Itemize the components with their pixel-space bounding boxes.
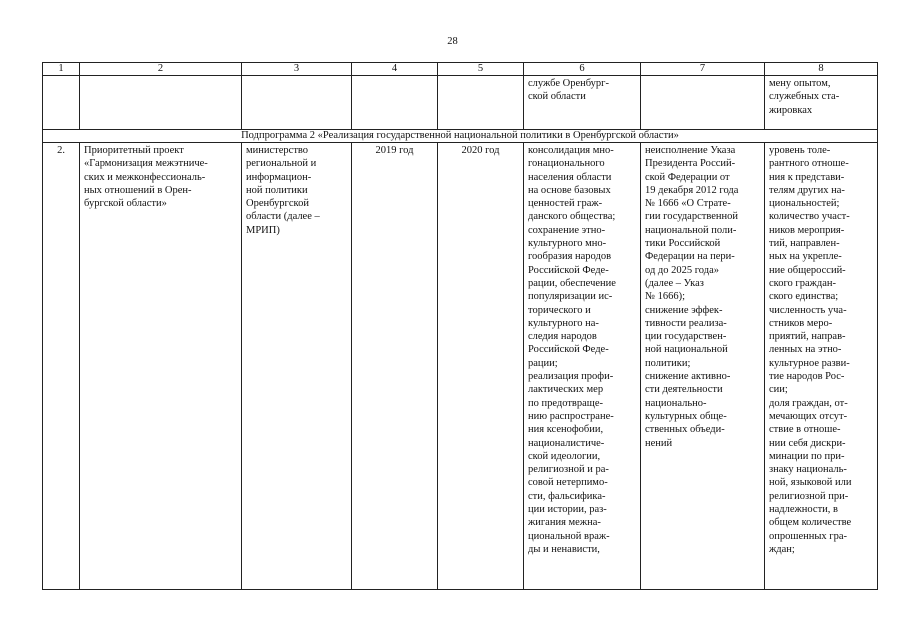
- executor: министерство региональной и информацион- ной политики Оренбургской области (далее – МРИП): [242, 143, 352, 590]
- non-implementation-consequences: неисполнение Указа Президента Россий- ской Федерации от 19 декабря 2012 года № 1666 «О Страте- гии государственной национальной поли- тики Российской Федерации на пери- од до 2025 года» (далее – Указ № 1666); снижение эффек- тивности реализа- ции государствен- ной национальной политики; снижение активно- сти деятельности национально- культурных обще- ственных объеди- нений: [641, 143, 765, 590]
- continuation-row: [43, 76, 878, 130]
- table-row: [43, 143, 878, 590]
- column-header: 2: [80, 63, 242, 76]
- subprogram-title: Подпрограмма 2 «Реализация государственной национальной политики в Оренбургской области»: [43, 130, 878, 143]
- indicators: уровень толе- рантного отноше- ния к представи- телям других на- циональностей; количество участ- ников мероприя- тий, направлен- ных на укрепле- ние общероссий- ского граждан- ского единства; численность уча- стников меро- приятий, направ- ленных на этно- культурное разви- тие народов Рос- сии; доля граждан, от- мечающих отсут- ствие в отноше- нии себя дискри- минации по при- знаку националь- ной, языковой или религиозной при- надлежности, в общем количестве опрошенных гра- ждан;: [765, 143, 878, 590]
- continuation-result-cell: службе Оренбург- ской области: [524, 76, 641, 130]
- column-header: 4: [352, 63, 438, 76]
- column-header: 7: [641, 63, 765, 76]
- start-year: 2019 год: [352, 143, 438, 590]
- column-header: 1: [43, 63, 80, 76]
- table-cell: [43, 76, 80, 130]
- page-number: 28: [447, 36, 458, 47]
- table-cell: [438, 76, 524, 130]
- end-year: 2020 год: [438, 143, 524, 590]
- column-number-row: [43, 63, 878, 76]
- program-table: [42, 62, 878, 590]
- subprogram-row: [43, 130, 878, 143]
- expected-result: консолидация мно- гонационального населения области на основе базовых ценностей граж- данского общества; сохранение этно- культурного мно- гообразия народов Российской Феде- рации, обеспечение популяризации ис- торического и культурного на- следия народов Российской Феде- рации; реализация профи- лактических мер по предотвраще- нию распростране- ния ксенофобии, националистиче- ской идеологии, религиозной и ра- совой нетерпимо- сти, фальсифика- ции истории, раз- жигания межна- циональной враж- ды и ненависти,: [524, 143, 641, 590]
- row-number: 2.: [43, 143, 80, 590]
- table-cell: [352, 76, 438, 130]
- column-header: 8: [765, 63, 878, 76]
- column-header: 3: [242, 63, 352, 76]
- table-cell: [80, 76, 242, 130]
- column-header: 6: [524, 63, 641, 76]
- continuation-indicators-cell: мену опытом, служебных ста- жировках: [765, 76, 878, 130]
- table-cell: [641, 76, 765, 130]
- column-header: 5: [438, 63, 524, 76]
- table-cell: [242, 76, 352, 130]
- project-name: Приоритетный проект «Гармонизация межэтниче- ских и межконфессиональ- ных отношений в Орен- бургской области»: [80, 143, 242, 590]
